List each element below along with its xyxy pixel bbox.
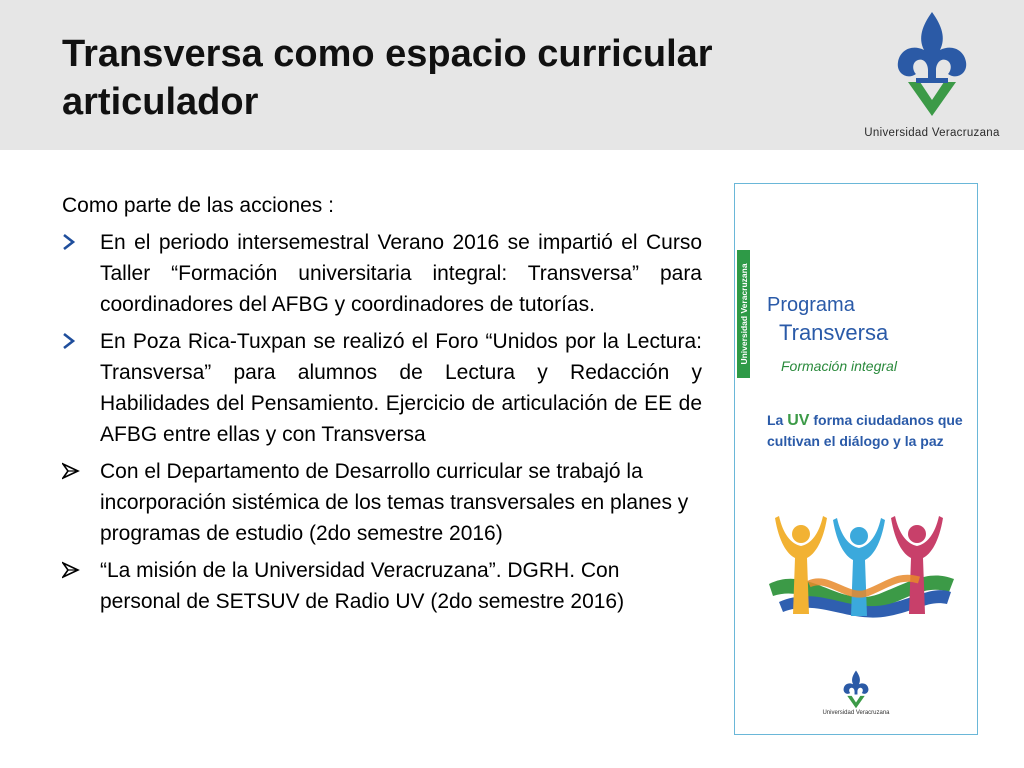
list-item-text: “La misión de la Universidad Veracruzana”. DGRH. Con personal de SETSUV de Radio UV (2do semestre 2016) [100, 559, 625, 613]
brochure-tagline: La UV forma ciudadanos que cultivan el diálogo y la paz [767, 412, 963, 449]
list-item-text: En Poza Rica-Tuxpan se realizó el Foro “Unidos por la Lectura: Transversa” para alumnos de Lectura y Redacción y Habilidades del Pensamiento. Ejercicio de articulación de EE de AFBG entre ellas y con Transversa [100, 330, 702, 446]
intro-text: Como parte de las acciones : [62, 194, 334, 217]
slide-title: Transversa como espacio curricular articulador [62, 33, 713, 123]
arrow-check-icon [62, 555, 82, 586]
brochure-program-label: Programa [767, 294, 855, 316]
chevron-icon [62, 326, 82, 357]
list-item [62, 555, 702, 617]
brochure-image [734, 183, 978, 735]
list-item [62, 456, 702, 549]
list-item-text: En el periodo intersemestral Verano 2016 se impartió el Curso Taller “Formación universitaria integral: Transversa” para coordinadores del AFBG y coordinadores de tutorías. [100, 231, 702, 316]
brochure-subtitle: Formación integral [781, 358, 897, 374]
uv-flor-de-lis-icon [882, 8, 982, 118]
slide-body [62, 190, 702, 623]
arrow-check-icon [62, 456, 82, 487]
brochure-footer-text: Universidad Veracruzana [822, 710, 890, 716]
chevron-icon [62, 227, 82, 258]
brochure-side-label: Universidad Veracruzana [737, 250, 750, 378]
logo-text: Universidad Veracruzana [864, 127, 1000, 139]
brochure-uv-logo-icon [834, 669, 878, 709]
brochure-program-name: Transversa [779, 320, 889, 345]
people-figures-illustration [759, 514, 959, 624]
header-band [0, 0, 1024, 150]
list-item [62, 227, 702, 320]
university-logo [852, 8, 1012, 144]
list-item [62, 326, 702, 450]
list-item-text: Con el Departamento de Desarrollo curricular se trabajó la incorporación sistémica de los temas transversales en planes y programas de estudio (2do semestre 2016) [100, 460, 689, 545]
